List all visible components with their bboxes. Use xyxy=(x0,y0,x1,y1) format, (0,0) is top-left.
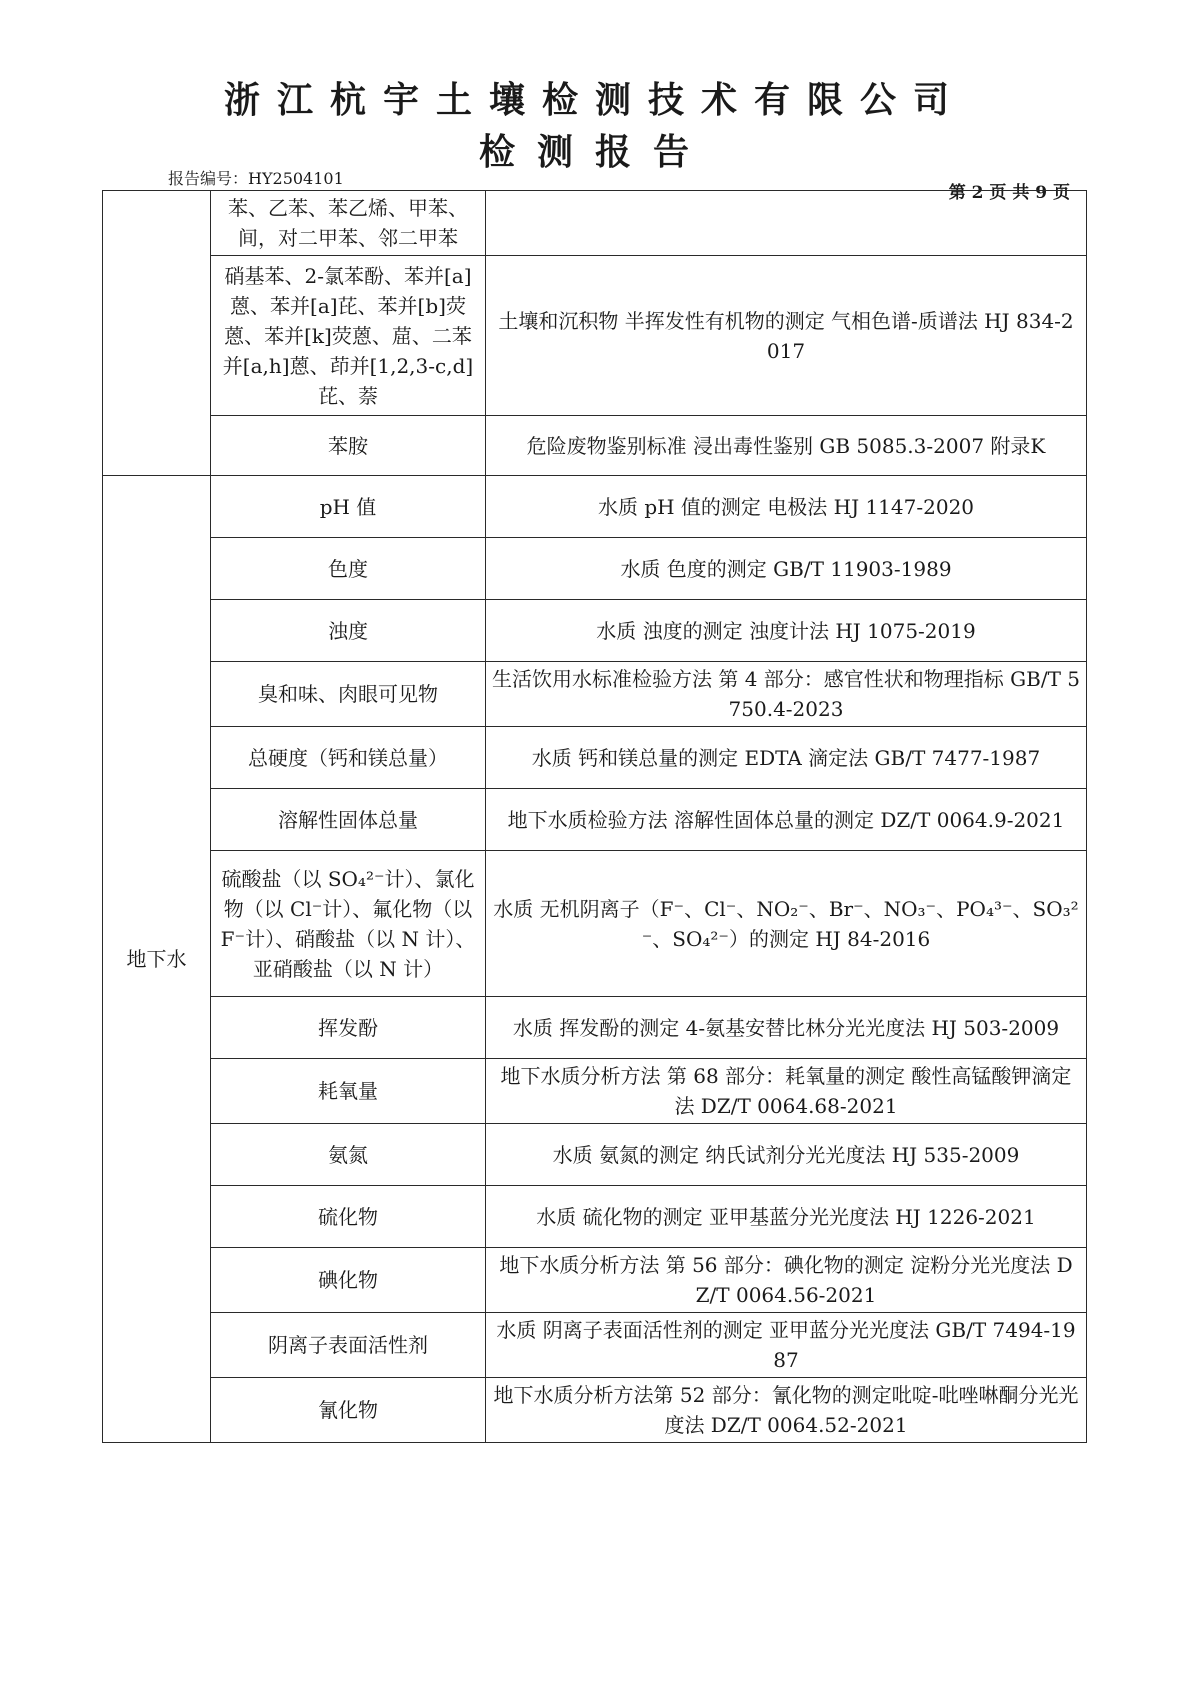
item-cell: 阴离子表面活性剂 xyxy=(211,1313,486,1378)
table-row xyxy=(103,191,1087,256)
table-row xyxy=(103,1124,1087,1186)
category-cell-continued xyxy=(103,191,211,476)
item-cell: 色度 xyxy=(211,538,486,600)
method-cell: 水质 阴离子表面活性剂的测定 亚甲蓝分光光度法 GB/T 7494-1987 xyxy=(486,1313,1087,1378)
item-cell: 硫化物 xyxy=(211,1186,486,1248)
method-cell: 水质 钙和镁总量的测定 EDTA 滴定法 GB/T 7477-1987 xyxy=(486,727,1087,789)
table-row xyxy=(103,1313,1087,1378)
item-cell: 苯、乙苯、苯乙烯、甲苯、间，对二甲苯、邻二甲苯 xyxy=(211,191,486,256)
category-cell-groundwater: 地下水 xyxy=(103,476,211,1443)
table-row xyxy=(103,1059,1087,1124)
method-cell xyxy=(486,191,1087,256)
item-cell: 耗氧量 xyxy=(211,1059,486,1124)
item-cell: 苯胺 xyxy=(211,416,486,476)
item-cell: 臭和味、肉眼可见物 xyxy=(211,662,486,727)
table-row xyxy=(103,416,1087,476)
method-cell: 地下水质分析方法 第 68 部分：耗氧量的测定 酸性高锰酸钾滴定法 DZ/T 0064.68-2021 xyxy=(486,1059,1087,1124)
method-cell: 土壤和沉积物 半挥发性有机物的测定 气相色谱-质谱法 HJ 834-2017 xyxy=(486,256,1087,416)
method-cell: 水质 氨氮的测定 纳氏试剂分光光度法 HJ 535-2009 xyxy=(486,1124,1087,1186)
item-cell: 硫酸盐（以 SO₄²⁻计）、氯化物（以 Cl⁻计）、氟化物（以 F⁻计）、硝酸盐（以 N 计）、亚硝酸盐（以 N 计） xyxy=(211,851,486,997)
report-number: 报告编号：HY2504101 xyxy=(168,169,344,188)
method-cell: 水质 pH 值的测定 电极法 HJ 1147-2020 xyxy=(486,476,1087,538)
method-cell: 地下水质检验方法 溶解性固体总量的测定 DZ/T 0064.9-2021 xyxy=(486,789,1087,851)
item-cell: 氨氮 xyxy=(211,1124,486,1186)
table-row xyxy=(103,538,1087,600)
table-row xyxy=(103,1186,1087,1248)
item-cell: 挥发酚 xyxy=(211,997,486,1059)
table-row xyxy=(103,789,1087,851)
report-title: 检测报告 xyxy=(478,131,711,173)
method-cell: 水质 无机阴离子（F⁻、Cl⁻、NO₂⁻、Br⁻、NO₃⁻、PO₄³⁻、SO₃²⁻、SO₄²⁻）的测定 HJ 84-2016 xyxy=(486,851,1087,997)
method-cell: 地下水质分析方法第 52 部分：氰化物的测定吡啶-吡唑啉酮分光光度法 DZ/T 0064.52-2021 xyxy=(486,1378,1087,1443)
methods-table xyxy=(102,190,1087,1443)
item-cell: 硝基苯、2-氯苯酚、苯并[a]蒽、苯并[a]芘、苯并[b]荧蒽、苯并[k]荧蒽、䓛、二苯并[a,h]蒽、茚并[1,2,3-c,d]芘、萘 xyxy=(211,256,486,416)
method-cell: 危险废物鉴别标准 浸出毒性鉴别 GB 5085.3-2007 附录K xyxy=(486,416,1087,476)
item-cell: 总硬度（钙和镁总量） xyxy=(211,727,486,789)
method-cell: 水质 挥发酚的测定 4-氨基安替比林分光光度法 HJ 503-2009 xyxy=(486,997,1087,1059)
table-row xyxy=(103,727,1087,789)
table-row xyxy=(103,476,1087,538)
method-cell: 水质 硫化物的测定 亚甲基蓝分光光度法 HJ 1226-2021 xyxy=(486,1186,1087,1248)
table-row xyxy=(103,600,1087,662)
method-cell: 水质 色度的测定 GB/T 11903-1989 xyxy=(486,538,1087,600)
table-row xyxy=(103,851,1087,997)
method-cell: 水质 浊度的测定 浊度计法 HJ 1075-2019 xyxy=(486,600,1087,662)
table-row xyxy=(103,256,1087,416)
method-cell: 生活饮用水标准检验方法 第 4 部分：感官性状和物理指标 GB/T 5750.4-2023 xyxy=(486,662,1087,727)
item-cell: 浊度 xyxy=(211,600,486,662)
company-name: 浙江杭宇土壤检测技术有限公司 xyxy=(223,79,966,121)
page-indicator: 第 2 页 共 9 页 xyxy=(948,183,1070,203)
item-cell: 溶解性固体总量 xyxy=(211,789,486,851)
table-row xyxy=(103,1378,1087,1443)
item-cell: 碘化物 xyxy=(211,1248,486,1313)
item-cell: pH 值 xyxy=(211,476,486,538)
table-row xyxy=(103,1248,1087,1313)
table-row xyxy=(103,662,1087,727)
method-cell: 地下水质分析方法 第 56 部分：碘化物的测定 淀粉分光光度法 DZ/T 0064.56-2021 xyxy=(486,1248,1087,1313)
item-cell: 氰化物 xyxy=(211,1378,486,1443)
table-row xyxy=(103,997,1087,1059)
